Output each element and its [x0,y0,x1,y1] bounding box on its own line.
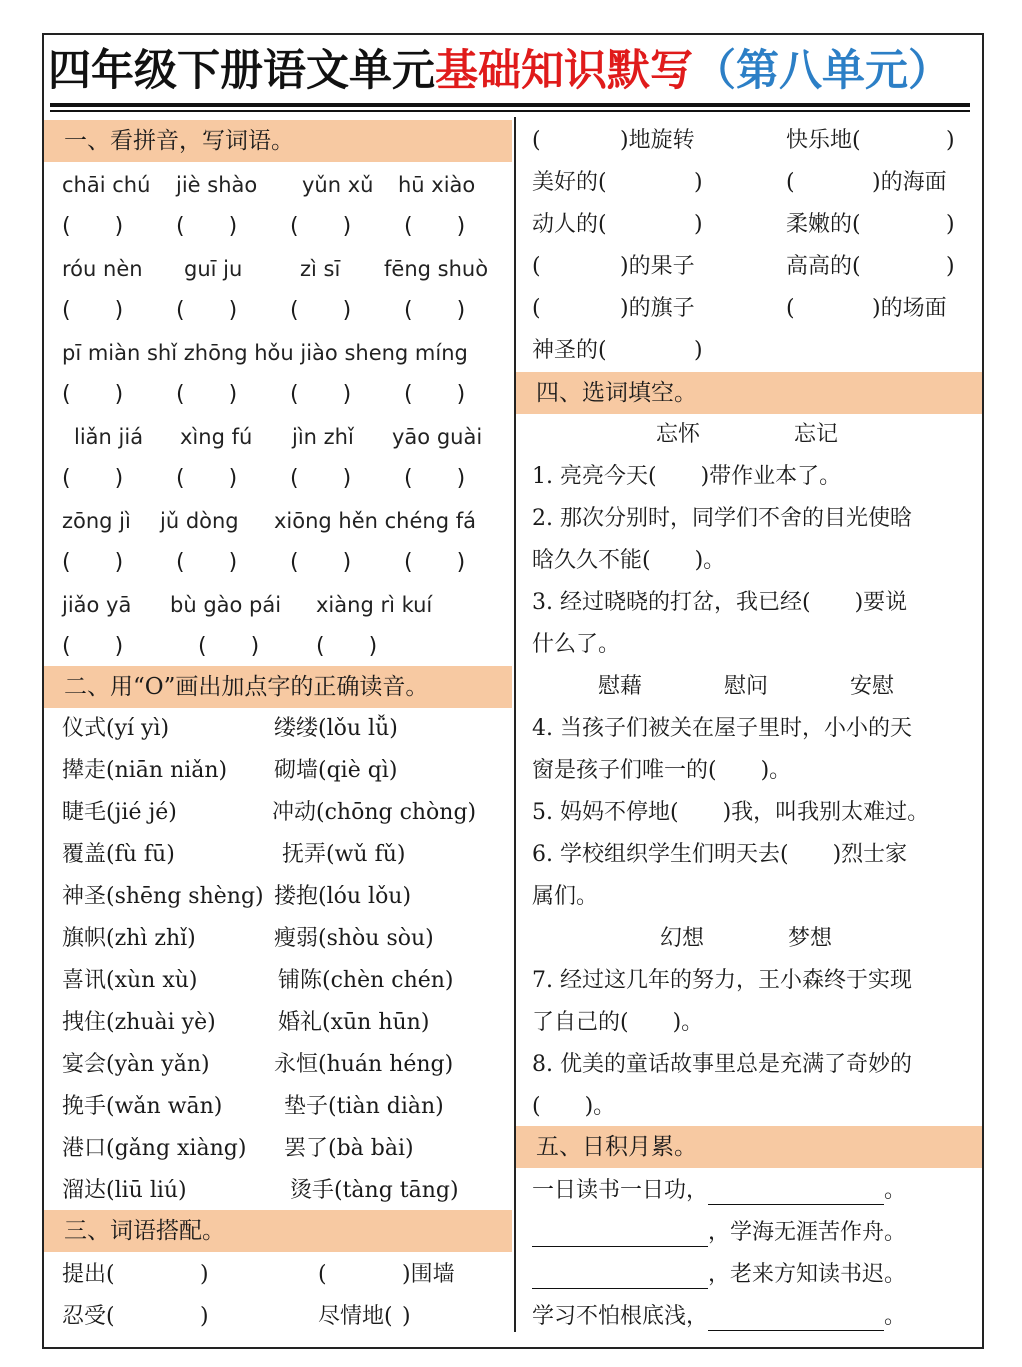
title-rule-thin [50,110,970,112]
poem-blank-4[interactable] [708,1304,884,1331]
collocation-part: ) [694,212,703,237]
collocation-part: ( [532,254,541,279]
section4-header: 四、选词填空。 [516,372,982,414]
answer-blank[interactable]: ( ) [62,634,124,659]
word-choice-2a: 慰藉 [598,674,643,699]
collocation-part: ( [318,1262,327,1287]
answer-blank[interactable]: ( ) [176,550,238,575]
answer-blank[interactable]: ( ) [62,298,124,323]
pinyin-row [0,500,512,542]
collocation-part: )围墙 [402,1262,455,1287]
collocation-part: 高高的( [786,254,861,279]
poem-blank-1[interactable] [708,1178,884,1205]
reading-row [0,918,512,960]
word-choice-3b: 梦想 [788,926,833,951]
collocation-row [0,246,1022,288]
collocation-part: )的果子 [620,254,695,279]
collocation-part: )的场面 [872,296,947,321]
reading-item[interactable]: 撵走(niān niǎn) [62,758,228,783]
question-5: 5. 妈妈不停地( )我，叫我别太难过。 [532,800,930,825]
reading-item[interactable]: 铺陈(chèn chén) [278,968,454,993]
collocation-part: 动人的( [532,212,607,237]
collocation-part: 神圣的( [532,338,607,363]
reading-item[interactable]: 婚礼(xūn hūn) [278,1010,430,1035]
question-8-line1: 8. 优美的童话故事里总是充满了奇妙的 [532,1052,912,1077]
answer-blank[interactable]: ( ) [404,466,466,491]
pinyin-item: zì sī [300,257,341,281]
reading-row [0,792,512,834]
reading-row [0,1086,512,1128]
pinyin-item: xiōng hěn chéng fá [274,509,476,533]
collocation-part: )的海面 [872,170,947,195]
poem-blank-3[interactable] [532,1262,708,1289]
collocation-row [0,204,1022,246]
answer-row [0,374,512,416]
title-topic: 基础知识默写 [435,46,693,96]
reading-item[interactable]: 罢了(bà bài) [284,1136,414,1161]
section3-header: 三、词语搭配。 [44,1210,512,1252]
reading-item[interactable]: 神圣(shēng shèng) [62,884,264,909]
question-6-line1: 6. 学校组织学生们明天去( )烈士家 [532,842,908,867]
reading-row [0,876,512,918]
collocation-part: 提出( [62,1262,115,1287]
poem-line-4 [532,1296,906,1338]
answer-blank[interactable]: ( ) [290,550,352,575]
collocation-part: 忍受( [62,1304,115,1329]
collocation-part: 柔嫩的( [786,212,861,237]
reading-item[interactable]: 搂抱(lóu lǒu) [274,884,412,909]
collocation-part: )地旋转 [620,128,695,153]
page-title [48,40,978,102]
question-4-line1: 4. 当孩子们被关在屋子里时，小小的天 [532,716,912,741]
word-choice-1b: 忘记 [794,422,839,447]
reading-row [0,1170,512,1212]
poem-line-1-text: 一日读书一日功， [532,1178,709,1203]
question-7-line2: 了自己的( )。 [532,1010,704,1035]
collocation-part: ) [694,170,703,195]
collocation-part: 美好的( [532,170,607,195]
reading-item[interactable]: 港口(gǎng xiàng) [62,1136,247,1161]
pinyin-item: guī ju [184,257,243,281]
answer-blank[interactable]: ( ) [176,382,238,407]
question-3-line1: 3. 经过晓晓的打岔，我已经( )要说 [532,590,908,615]
pinyin-row [0,584,512,626]
poem-line-4-end: 。 [884,1304,907,1329]
pinyin-item: hū xiào [398,173,476,197]
section5-header: 五、日积月累。 [516,1126,982,1168]
poem-line-2 [532,1212,906,1254]
answer-row [0,458,512,500]
reading-item[interactable]: 冲动(chōng chòng) [272,800,477,825]
answer-blank[interactable]: ( ) [316,634,378,659]
pinyin-item: chāi chú [62,173,151,197]
pinyin-item: pī miàn shǐ zhōng hǒu jiào sheng míng [62,341,468,365]
collocation-row [0,288,1022,330]
collocation-part: ( [532,296,541,321]
question-1: 1. 亮亮今天( )带作业本了。 [532,464,842,489]
collocation-part: 尽情地( [318,1304,393,1329]
answer-row [0,626,512,668]
question-4-line2: 窗是孩子们唯一的( )。 [532,758,792,783]
poem-line-3-text: ，老来方知读书迟。 [708,1262,907,1287]
pinyin-item: xìng fú [180,425,253,449]
poem-line-1-end: 。 [884,1178,907,1203]
reading-item[interactable]: 瘦弱(shòu sòu) [274,926,434,951]
pinyin-item: fēng shuò [384,257,489,281]
answer-blank[interactable]: ( ) [290,214,352,239]
collocation-part: ( [786,296,795,321]
title-unit: （第八单元） [693,46,951,96]
question-6-line2: 属们。 [532,884,599,909]
reading-item[interactable]: 永恒(huán héng) [274,1052,454,1077]
reading-item[interactable]: 溜达(liū liú) [62,1178,187,1203]
collocation-row [0,330,1022,372]
poem-line-1 [532,1170,906,1212]
reading-item[interactable]: 缕缕(lǒu lǚ) [274,716,398,741]
poem-line-4-text: 学习不怕根底浅， [532,1304,709,1329]
reading-row [0,1128,512,1170]
answer-blank[interactable]: ( ) [290,298,352,323]
answer-blank[interactable]: ( ) [62,550,124,575]
reading-item[interactable]: 仪式(yí yì) [62,716,170,741]
poem-blank-2[interactable] [532,1220,708,1247]
reading-row [0,834,512,876]
answer-blank[interactable]: ( ) [176,298,238,323]
reading-row [0,960,512,1002]
pinyin-item: róu nèn [62,257,143,281]
title-grade: 四年级下册语文单元 [48,46,435,96]
question-2-line1: 2. 那次分别时，同学们不舍的目光使晗 [532,506,912,531]
answer-blank[interactable]: ( ) [176,214,238,239]
pinyin-item: xiàng rì kuí [316,593,433,617]
pinyin-item: yǔn xǔ [302,173,374,197]
reading-row [0,708,512,750]
answer-blank[interactable]: ( ) [290,466,352,491]
section1-header: 一、看拼音，写词语。 [44,120,512,162]
question-2-line2: 晗久久不能( )。 [532,548,726,573]
collocation-part: ) [946,128,955,153]
collocation-part: )的旗子 [620,296,695,321]
poem-line-2-text: ，学海无涯苦作舟。 [708,1220,907,1245]
question-7-line1: 7. 经过这几年的努力，王小森终于实现 [532,968,912,993]
pinyin-item: yāo guài [392,425,483,449]
answer-blank[interactable]: ( ) [62,466,124,491]
question-8-line2: ( )。 [532,1094,616,1119]
word-choice-3a: 幻想 [660,926,705,951]
reading-item[interactable]: 砌墙(qiè qì) [274,758,398,783]
pinyin-item: liǎn jiá [74,425,144,449]
collocation-part: ) [946,212,955,237]
section2-header: 二、用“O”画出加点字的正确读音。 [44,666,512,708]
answer-blank[interactable]: ( ) [404,298,466,323]
answer-row [0,542,512,584]
reading-item[interactable]: 垫子(tiàn diàn) [284,1094,444,1119]
answer-blank[interactable]: ( ) [404,382,466,407]
collocation-part: 快乐地( [786,128,861,153]
reading-item[interactable]: 拽住(zhuài yè) [62,1010,216,1035]
word-choice-2b: 慰问 [724,674,769,699]
answer-blank[interactable]: ( ) [176,466,238,491]
reading-item[interactable]: 睫毛(jié jé) [62,800,177,825]
collocation-part: ) [946,254,955,279]
pinyin-item: bù gào pái [170,593,282,617]
question-3-line2: 什么了。 [532,632,621,657]
collocation-part: ) [200,1262,209,1287]
answer-blank[interactable]: ( ) [290,382,352,407]
answer-blank[interactable]: ( ) [62,214,124,239]
reading-row [0,1044,512,1086]
reading-item[interactable]: 喜讯(xùn xù) [62,968,198,993]
reading-item[interactable]: 旗帜(zhì zhǐ) [62,926,196,951]
collocation-part: ( [532,128,541,153]
pinyin-item: zōng jì [62,509,131,533]
reading-item[interactable]: 覆盖(fù fū) [62,842,175,867]
reading-item[interactable]: 宴会(yàn yǎn) [62,1052,210,1077]
title-rule-thick [50,103,970,107]
pinyin-row [0,416,512,458]
collocation-part: ) [402,1304,411,1329]
collocation-part: ( [786,170,795,195]
reading-row [0,1002,512,1044]
pinyin-item: jiè shào [176,173,258,197]
poem-line-3 [532,1254,906,1296]
collocation-part: ) [200,1304,209,1329]
collocation-part: ) [694,338,703,363]
answer-blank[interactable]: ( ) [198,634,260,659]
answer-blank[interactable]: ( ) [404,214,466,239]
pinyin-item: jiǎo yā [62,593,132,617]
word-choice-1a: 忘怀 [656,422,701,447]
reading-row [0,750,512,792]
collocation-row [0,120,1022,162]
reading-item[interactable]: 抚弄(wǔ fǔ) [282,842,406,867]
pinyin-item: jìn zhǐ [292,425,354,449]
answer-blank[interactable]: ( ) [404,550,466,575]
collocation-row [0,162,1022,204]
answer-blank[interactable]: ( ) [62,382,124,407]
reading-item[interactable]: 烫手(tàng tāng) [290,1178,459,1203]
pinyin-item: jǔ dòng [160,509,239,533]
reading-item[interactable]: 挽手(wǎn wān) [62,1094,223,1119]
word-choice-2c: 安慰 [850,674,895,699]
